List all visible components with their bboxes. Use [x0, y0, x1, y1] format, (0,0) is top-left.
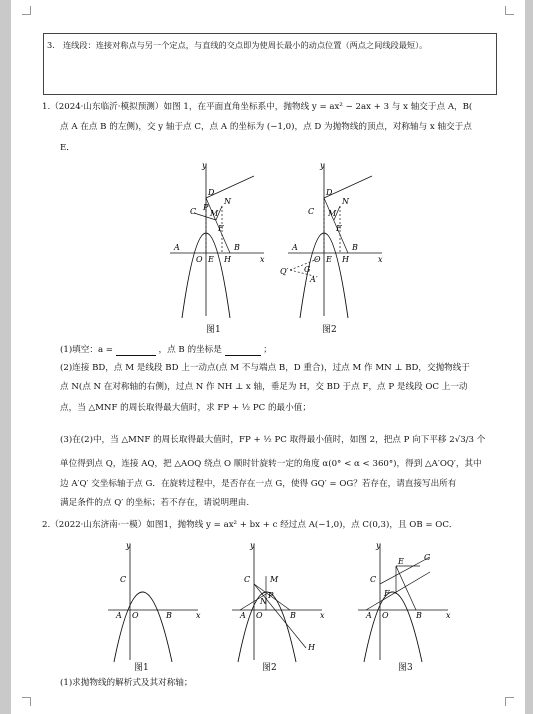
- q1-part3-line-3: 边 A′Q′ 交坐标轴于点 G．在旋转过程中，是否存在一点 G，使得 GQ′ = OG？若存在，请直接写出所有: [60, 479, 457, 489]
- svg-text:F: F: [336, 224, 342, 233]
- svg-text:M: M: [328, 209, 337, 218]
- answer-blank[interactable]: [225, 345, 261, 356]
- svg-text:N: N: [224, 197, 231, 206]
- svg-text:N: N: [342, 197, 349, 206]
- svg-text:C: C: [308, 207, 315, 216]
- svg-text:A′: A′: [310, 275, 318, 284]
- page-corner-mark: [505, 6, 514, 15]
- svg-text:y: y: [250, 541, 255, 550]
- q2-figures: [90, 538, 462, 676]
- page-corner-mark: [505, 697, 514, 706]
- q1-fig1-caption: 图1: [206, 325, 221, 335]
- svg-text:M: M: [270, 575, 279, 584]
- svg-text:O: O: [196, 255, 203, 264]
- svg-text:F: F: [384, 589, 390, 598]
- svg-text:A: A: [174, 243, 180, 252]
- q1-part3-line-4: 满足条件的点 Q′ 的坐标；若不存在，请说明理由.: [60, 498, 250, 508]
- page-corner-mark: [22, 6, 31, 15]
- svg-text:O: O: [382, 611, 389, 620]
- svg-text:N: N: [260, 597, 267, 606]
- q2-part1: (1)求抛物线的解析式及其对称轴；: [60, 678, 193, 688]
- q1-part1: [60, 344, 272, 356]
- q1-part1-b: ，点 B 的坐标是: [158, 345, 222, 355]
- svg-text:x: x: [446, 611, 451, 620]
- svg-text:x: x: [260, 255, 265, 264]
- svg-text:E: E: [326, 255, 332, 264]
- svg-text:C: C: [244, 575, 251, 584]
- svg-text:G: G: [424, 553, 431, 562]
- svg-text:H: H: [342, 255, 349, 264]
- svg-text:B: B: [234, 243, 240, 252]
- q1-part1-c: ；: [263, 345, 272, 355]
- svg-text:P: P: [203, 203, 209, 212]
- q1-part3-line-1: (3)在(2)中，当 △MNF 的周长取得最大值时，FP + ½ PC 取得最小值时，如图 2，把点 P 向下平移 2√3/3 个: [60, 435, 486, 445]
- q2-fig3-caption: 图3: [398, 663, 413, 673]
- q2-line-1: 2.（2022·山东济南·一模）如图1，抛物线 y = ax² + bx + c 经过点 A(−1,0)，点 C(0,3)，且 OB = OC．: [42, 520, 458, 530]
- q2-fig1-caption: 图1: [134, 663, 149, 673]
- svg-text:x: x: [196, 611, 201, 620]
- svg-text:B: B: [166, 611, 172, 620]
- q1-part2-line-3: 点，当 △MNF 的周长取得最大值时，求 FP + ½ PC 的最小值；: [60, 403, 311, 413]
- svg-text:H: H: [224, 255, 231, 264]
- svg-text:x: x: [320, 611, 325, 620]
- box-item-3: 3. 连线段：连接对称点与另一个定点，与直线的交点即为使周长最小的动点位置（两点之间线段最短）。: [47, 40, 428, 50]
- svg-text:y: y: [202, 161, 207, 170]
- q1-part2-line-1: (2)连接 BD，点 M 是线段 BD 上一动点(点 M 不与端点 B，D 重合)，过点 M 作 MN ⊥ BD，交抛物线于: [60, 363, 470, 373]
- q1-figures: [162, 158, 394, 342]
- svg-text:A: A: [292, 243, 298, 252]
- svg-text:D: D: [326, 188, 333, 197]
- q2-figure-1: [108, 541, 201, 662]
- svg-text:B: B: [352, 243, 358, 252]
- svg-text:M: M: [210, 209, 219, 218]
- svg-text:E: E: [208, 255, 214, 264]
- svg-text:y: y: [126, 541, 131, 550]
- svg-text:C: C: [120, 575, 127, 584]
- q1-fig2-caption: 图2: [322, 325, 337, 335]
- svg-text:E: E: [398, 557, 404, 566]
- svg-text:D: D: [208, 188, 215, 197]
- svg-text:H: H: [308, 643, 315, 652]
- q1-figures-svg: [162, 158, 394, 338]
- svg-text:A: A: [116, 611, 122, 620]
- svg-text:C: C: [370, 575, 377, 584]
- svg-text:O: O: [314, 255, 321, 264]
- svg-text:B: B: [416, 611, 422, 620]
- q1-line-1: 1.（2024·山东临沂·模拟预测）如图 1，在平面直角坐标系中，抛物线 y = ax² − 2ax + 3 与 x 轴交于点 A，B(: [42, 102, 473, 112]
- svg-text:P: P: [268, 591, 274, 600]
- q1-line-3: E．: [60, 143, 75, 153]
- svg-text:A: A: [366, 611, 372, 620]
- svg-text:Q′: Q′: [280, 267, 289, 276]
- q1-figure-2: [280, 161, 383, 318]
- svg-text:O: O: [256, 611, 263, 620]
- q2-figures-svg: [90, 538, 462, 672]
- q2-figure-2: [232, 541, 325, 662]
- page-corner-mark: [22, 697, 31, 706]
- answer-blank[interactable]: [116, 345, 156, 356]
- svg-text:A: A: [240, 611, 246, 620]
- q1-part2-line-2: 点 N(点 N 在对称轴的右侧)，过点 N 作 NH ⊥ x 轴，垂足为 H，交 BD 于点 F，点 P 是线段 OC 上一动: [60, 382, 468, 392]
- svg-text:B: B: [290, 611, 296, 620]
- q1-part3-line-2: 单位得到点 Q，连接 AQ，把 △AOQ 绕点 O 顺时针旋转一定的角度 α(0° < α < 360°)，得到 △A′OQ′，其中: [60, 459, 482, 469]
- q2-figure-3: [358, 541, 451, 662]
- svg-text:y: y: [376, 541, 381, 550]
- svg-text:x: x: [378, 255, 383, 264]
- svg-text:O: O: [132, 611, 139, 620]
- svg-text:G: G: [304, 265, 311, 274]
- q1-line-2: 点 A 在点 B 的左侧)，交 y 轴于点 C，点 A 的坐标为 (−1,0)，点 D 为抛物线的顶点，对称轴与 x 轴交于点: [60, 122, 472, 132]
- q1-part1-a: (1)填空：a =: [60, 345, 114, 355]
- svg-text:F: F: [218, 224, 224, 233]
- q2-fig2-caption: 图2: [262, 663, 277, 673]
- q1-figure-1: [170, 161, 265, 318]
- svg-text:C: C: [190, 207, 197, 216]
- svg-text:y: y: [320, 161, 325, 170]
